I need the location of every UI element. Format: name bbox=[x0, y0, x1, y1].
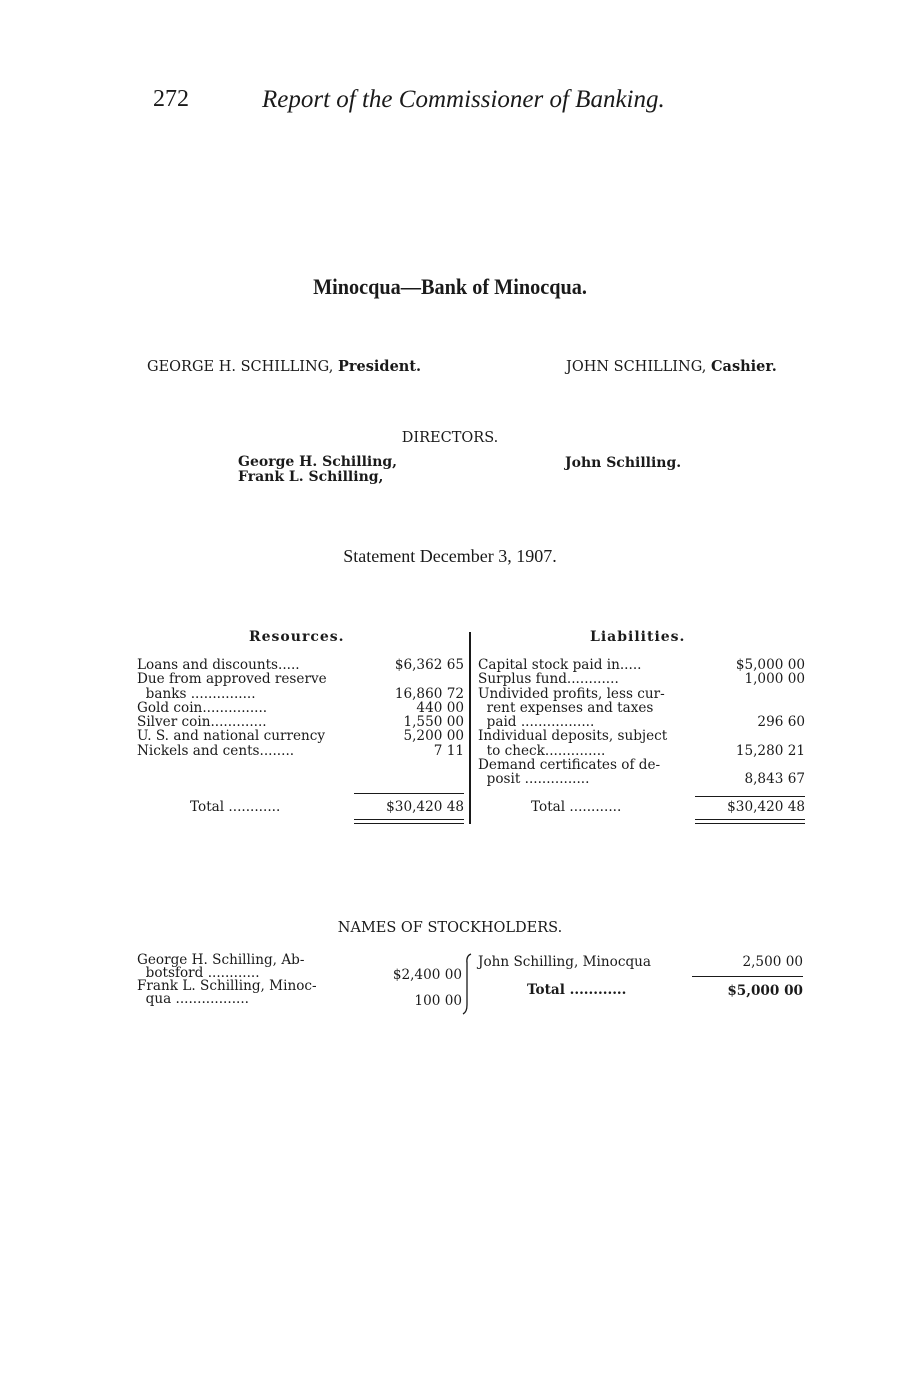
stockholders-total-amount: $5,000 00 bbox=[727, 983, 803, 999]
table-row: Individual deposits, subject bbox=[478, 728, 668, 745]
president-role: President. bbox=[337, 358, 422, 375]
bank-title: Minocqua—Bank of Minocqua. bbox=[313, 274, 587, 299]
table-row: Surplus fund............ 1,000 00 bbox=[478, 671, 805, 688]
table-row: Nickels and cents........ 7 11 bbox=[137, 742, 464, 759]
list-item: Frank L. Schilling, Minoc- bbox=[137, 978, 317, 994]
total-rule bbox=[354, 793, 464, 794]
table-row: to check.............. 15,280 21 bbox=[478, 742, 805, 759]
total-rule bbox=[695, 796, 805, 797]
resources-heading: Resources. bbox=[249, 629, 345, 645]
table-row: paid ................. 296 60 bbox=[478, 714, 805, 731]
president-name: GEORGE H. SCHILLING, bbox=[147, 359, 334, 375]
table-row: Gold coin............... 440 00 bbox=[137, 699, 464, 716]
statement-date: Statement December 3, 1907. bbox=[343, 546, 557, 566]
table-row: banks ............... 16,860 72 bbox=[137, 685, 464, 702]
double-rule bbox=[695, 819, 805, 820]
table-row: Capital stock paid in..... $5,000 00 bbox=[478, 657, 805, 673]
list-item: botsford ............ $2,400 00 bbox=[137, 965, 462, 983]
list-item: George H. Schilling, Ab- bbox=[137, 952, 305, 968]
directors-heading: DIRECTORS. bbox=[401, 430, 499, 446]
cashier-name: JOHN SCHILLING, bbox=[566, 359, 707, 375]
liabilities-total-label: Total ............ bbox=[531, 799, 622, 815]
running-title: Report of the Commissioner of Banking. bbox=[262, 86, 665, 113]
list-item: qua ................. 100 00 bbox=[137, 991, 462, 1009]
table-row: Silver coin............. 1,550 00 bbox=[137, 714, 464, 731]
table-row: rent expenses and taxes bbox=[478, 699, 654, 716]
resources-table bbox=[137, 658, 464, 758]
stockholders-left bbox=[137, 952, 462, 1009]
table-row: posit ............... 8,843 67 bbox=[478, 771, 805, 788]
table-row: Undivided profits, less cur- bbox=[478, 685, 665, 702]
liabilities-heading: Liabilities. bbox=[590, 629, 686, 645]
liabilities-total-amount: $30,420 48 bbox=[727, 799, 805, 815]
column-divider bbox=[469, 632, 471, 824]
table-row: Loans and discounts..... $6,362 65 bbox=[137, 657, 464, 673]
double-rule bbox=[354, 819, 464, 820]
resources-total-label: Total ............ bbox=[190, 799, 281, 815]
resources-total-amount: $30,420 48 bbox=[386, 799, 464, 815]
table-row: U. S. and national currency 5,200 00 bbox=[137, 728, 464, 745]
director-name: Frank L. Schilling, bbox=[238, 469, 384, 485]
cashier-line bbox=[566, 358, 777, 375]
total-rule bbox=[692, 976, 803, 977]
stockholders-total-label: Total ............ bbox=[527, 982, 627, 998]
table-row: Due from approved reserve bbox=[137, 671, 327, 688]
cashier-role: Cashier. bbox=[711, 358, 777, 375]
president-line bbox=[147, 358, 421, 375]
brace-icon bbox=[462, 953, 476, 1015]
director-name: George H. Schilling, bbox=[238, 454, 398, 470]
double-rule bbox=[354, 823, 464, 824]
list-item: John Schilling, Minocqua 2,500 00 bbox=[478, 954, 803, 970]
stockholders-right bbox=[478, 955, 803, 969]
page-number: 272 bbox=[153, 86, 189, 112]
director-name: John Schilling. bbox=[565, 455, 682, 471]
liabilities-table bbox=[478, 658, 805, 787]
double-rule bbox=[695, 823, 805, 824]
table-row: Demand certificates of de- bbox=[478, 757, 661, 774]
stockholders-heading: NAMES OF STOCKHOLDERS. bbox=[337, 920, 563, 936]
